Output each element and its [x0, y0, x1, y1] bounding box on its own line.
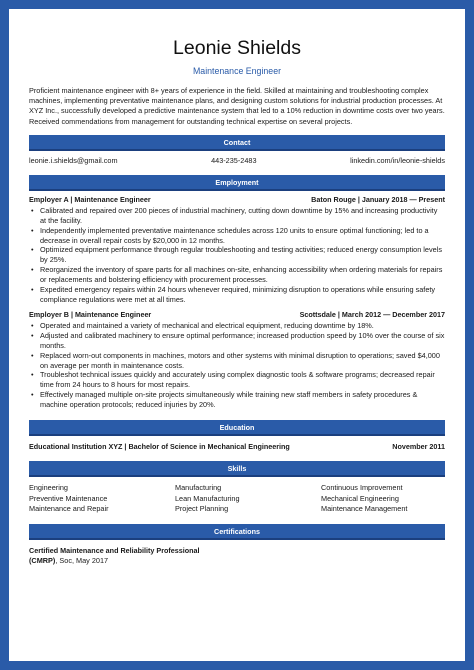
skill-item: Continuous Improvement: [321, 483, 403, 493]
education-heading: Education: [29, 420, 445, 436]
job-bullet: • Adjusted and calibrated machinery to ensure optimal performance; increased production speed by 10% over the course of six months.: [29, 331, 445, 351]
job-bullet: • Troubleshot technical issues quickly and accurately using complex diagnostic tools & software programs; decreased repair time from 24 hours to 8 hours for most repairs.: [29, 370, 445, 390]
job-bullet: • Effectively managed multiple on-site projects simultaneously while training new staff members in safety procedures & machine operation protocols; reduced injuries by 20%.: [29, 390, 445, 410]
job-employer-role: Employer A | Maintenance Engineer: [29, 194, 151, 204]
certification-issuer-date: , Soc, May 2017: [55, 555, 109, 565]
professional-summary: Proficient maintenance engineer with 8+ years of experience in the field. Skilled at maintaining and troubleshooting complex machines, implementing preventative maintenance plans, and designing custom solutions for industrial production processes. At XYZ Inc., successfully developed a predictive maintenance system that led to a 10% reduction in downtime costs over two years. Received commendations from management for outstanding technical expertise on several projects.: [29, 86, 445, 126]
job-bullet: • Expedited emergency repairs within 24 hours whenever required, minimizing disruption to operations while ensuring safety compliance regulations were met at all times.: [29, 285, 445, 305]
skills-column: [175, 483, 321, 515]
job-location-dates: Baton Rouge | January 2018 — Present: [311, 194, 445, 204]
contact-phone[interactable]: 443-235-2483: [211, 155, 257, 165]
job-entry: [29, 310, 445, 410]
job-location-dates: Scottsdale | March 2012 — December 2017: [299, 309, 445, 319]
contact-heading: Contact: [29, 135, 445, 151]
skill-item: Maintenance and Repair: [29, 504, 109, 514]
skills-column: [29, 483, 175, 515]
skill-item: Lean Manufacturing: [175, 493, 240, 503]
contact-email[interactable]: leonie.i.shields@gmail.com: [29, 155, 118, 165]
skills-grid: [29, 483, 445, 515]
job-bullet: • Replaced worn-out components in machines, motors and other systems with minimal disruption to operations; saved $4,000 on average per month in maintenance costs.: [29, 351, 445, 371]
job-bullet: • Optimized equipment performance through regular troubleshooting and testing activities; reduced energy consumption levels by 25%.: [29, 245, 445, 265]
candidate-name: Leonie Shields: [173, 37, 301, 59]
skill-item: Mechanical Engineering: [321, 493, 399, 503]
job-entry: [29, 195, 445, 305]
contact-linkedin[interactable]: linkedin.com/in/leonie-shields: [350, 155, 445, 165]
job-bullet: • Calibrated and repaired over 200 pieces of industrial machinery, cutting down downtime by 15% and increasing productivity at the facility.: [29, 206, 445, 226]
education-entry: [29, 442, 445, 452]
employment-heading: Employment: [29, 175, 445, 191]
contact-row: [29, 156, 445, 166]
job-bullet-list: [29, 206, 445, 305]
skill-item: Engineering: [29, 483, 68, 493]
skills-heading: Skills: [29, 461, 445, 477]
skill-item: Project Planning: [175, 504, 229, 514]
resume-content: [29, 35, 445, 566]
certification-name: Certified Maintenance and Reliability Professional: [29, 545, 200, 555]
job-title: Maintenance Engineer: [192, 66, 282, 76]
skill-item: Preventive Maintenance: [29, 493, 108, 503]
job-bullet: • Independently implemented preventative maintenance schedules across 120 units to ensure optimal functioning; led to a decrease in overall repair costs by $20,000 in 12 months.: [29, 226, 445, 246]
certification-detail: [29, 556, 445, 566]
certifications-heading: Certifications: [29, 524, 445, 540]
education-date: November 2011: [392, 442, 445, 452]
job-bullet: • Reorganized the inventory of spare parts for all machines on-site, enhancing accessibility when ordering materials for repairs or replacements and bolstering efficiency with procurement processes.: [29, 265, 445, 285]
job-header: [29, 195, 445, 205]
certification-abbr: (CMRP): [29, 555, 56, 565]
education-degree: Educational Institution XYZ | Bachelor of Science in Mechanical Engineering: [29, 442, 290, 452]
job-bullet-list: [29, 321, 445, 410]
job-header: [29, 310, 445, 320]
skill-item: Maintenance Management: [321, 504, 408, 514]
skill-item: Manufacturing: [175, 483, 222, 493]
job-employer-role: Employer B | Maintenance Engineer: [29, 309, 152, 319]
skills-column: [321, 483, 445, 515]
job-bullet: • Operated and maintained a variety of mechanical and electrical equipment, reducing downtime by 18%.: [29, 321, 445, 331]
